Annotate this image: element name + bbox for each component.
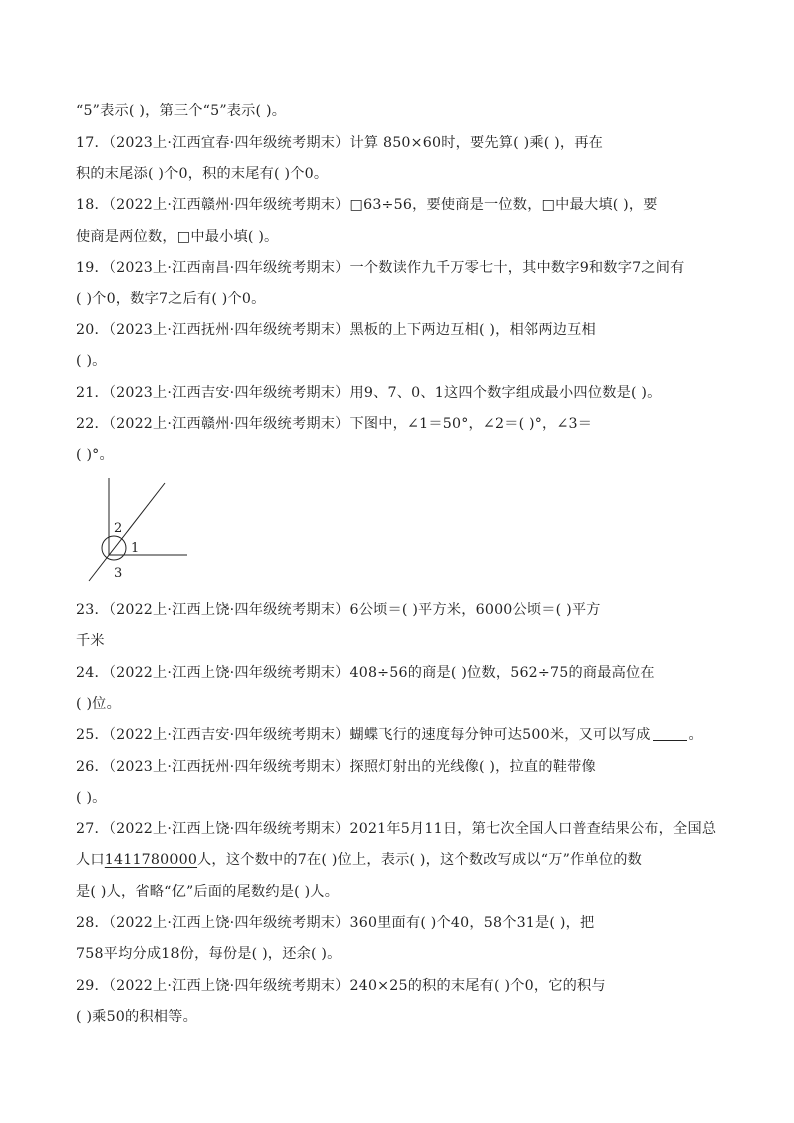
population-number: 1411780000 [104, 852, 198, 868]
question-25 [76, 725, 703, 745]
question-28-line-2: 758平均分成18份，每份是( )，还余( )。 [76, 946, 342, 962]
question-24-line-1: 24．（2022上·江西上饶·四年级统考期末）408÷56的商是( )位数，562÷75的商最高位在 [76, 665, 655, 681]
question-23-line-1: 23．（2022上·江西上饶·四年级统考期末）6公顷＝( )平方米，6000公顷＝( )平方 [76, 602, 601, 618]
angle-3-label: 3 [114, 566, 123, 581]
question-29-line-1: 29．（2022上·江西上饶·四年级统考期末）240×25的积的末尾有( )个0，它的积与 [76, 978, 606, 994]
question-19-line-1: 19．（2023上·江西南昌·四年级统考期末）一个数读作九千万零七十，其中数字9和数字7之间有 [76, 260, 685, 276]
angle-2-label: 2 [114, 521, 123, 536]
question-20-line-1: 20．（2023上·江西抚州·四年级统考期末）黑板的上下两边互相( )，相邻两边互相 [76, 322, 596, 338]
question-27-line-3: 是( )人，省略“亿”后面的尾数约是( )人。 [76, 884, 340, 900]
angle-1-label: 1 [131, 541, 140, 556]
question-28-line-1: 28．（2022上·江西上饶·四年级统考期末）360里面有( )个40，58个31是( )，把 [76, 915, 595, 931]
question-26-line-2: ( )。 [76, 790, 107, 806]
question-22-line-2: ( )°。 [76, 447, 114, 463]
answer-blank [653, 726, 687, 741]
question-19-line-2: ( )个0，数字7之后有( )个0。 [76, 291, 266, 307]
question-26-line-1: 26．（2023上·江西抚州·四年级统考期末）探照灯射出的光线像( )，拉直的鞋带像 [76, 759, 596, 775]
question-27-rest: 人，这个数中的7在( )位上，表示( )，这个数改写成以“万”作单位的数 [197, 852, 643, 868]
question-20-line-2: ( )。 [76, 353, 107, 369]
angle-figure [84, 475, 194, 585]
question-17-line-1: 17．（2023上·江西宜春·四年级统考期末）计算 850×60时，要先算( )乘( )，再在 [76, 135, 604, 151]
question-18-line-2: 使商是两位数，□中最小填( )。 [76, 229, 279, 245]
question-24-line-2: ( )位。 [76, 696, 121, 712]
question-27-line-1: 27．（2022上·江西上饶·四年级统考期末）2021年5月11日，第七次全国人口普查结果公布，全国总 [76, 821, 717, 837]
question-29-line-2: ( )乘50的积相等。 [76, 1009, 197, 1025]
question-23-line-2: 千米 [76, 633, 105, 649]
question-16-tail: “5”表示( )，第三个“5”表示( )。 [76, 103, 287, 119]
slanted-line [89, 483, 165, 581]
question-18-line-1: 18．（2022上·江西赣州·四年级统考期末）□63÷56，要使商是一位数，□中最大填( )，要 [76, 197, 658, 213]
question-22-line-1: 22．（2022上·江西赣州·四年级统考期末）下图中，∠1＝50°，∠2＝( )°，∠3＝ [76, 416, 593, 432]
question-27-prefix: 人口 [76, 852, 105, 868]
question-17-line-2: 积的末尾添( )个0，积的末尾有( )个0。 [76, 166, 329, 182]
question-21: 21．（2023上·江西吉安·四年级统考期末）用9、7、0、1这四个数字组成最小四位数是( )。 [76, 385, 662, 401]
question-25-text: 25．（2022上·江西吉安·四年级统考期末）蝴蝶飞行的速度每分钟可达500米，又可以写成 [76, 727, 651, 743]
question-25-end: 。 [688, 727, 703, 743]
question-27-line-2 [76, 850, 642, 870]
